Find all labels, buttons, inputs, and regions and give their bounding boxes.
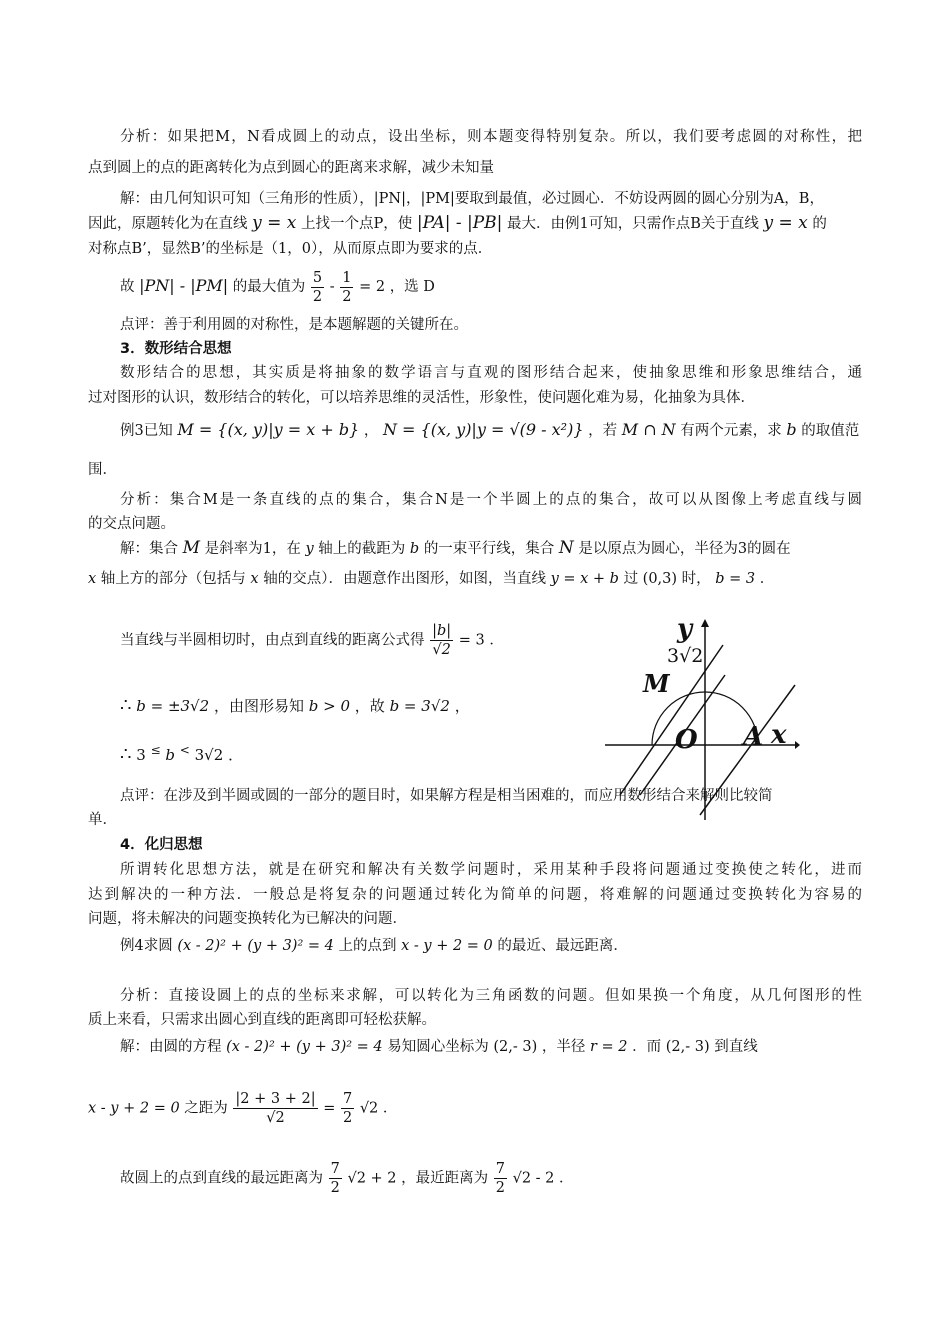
math-expression: (0,3) <box>642 571 678 587</box>
text-line: 单． <box>88 812 117 828</box>
math-expression: M ∩ N <box>621 420 676 439</box>
text-span: 之距为 <box>184 1100 228 1117</box>
therefore-symbol: ∴ <box>120 744 132 765</box>
text-span: ． <box>489 632 504 649</box>
text-span: 的取值范 <box>801 423 860 439</box>
text-span: 例4求圆 <box>120 938 173 954</box>
math-expression: y = x + b <box>550 571 619 587</box>
text-span: 最大．由例1可知，只需作点B关于直线 <box>507 216 759 232</box>
fraction-numerator: 7 <box>330 1161 340 1177</box>
fraction-numerator: 7 <box>342 1091 353 1107</box>
text-span: ，半径 <box>541 1039 586 1055</box>
text-span: 的最大值为 <box>232 279 306 295</box>
math-expression: x <box>250 571 259 587</box>
text-line <box>120 622 504 659</box>
fraction-denominator: 2 <box>495 1180 505 1196</box>
math-expression: - <box>329 279 340 295</box>
math-expression: x - y + 2 = 0 <box>401 938 493 954</box>
math-expression: x <box>88 571 97 587</box>
math-expression: y <box>305 541 314 557</box>
math-expression: < <box>179 743 190 757</box>
math-expression: b = 3√2 <box>389 697 450 715</box>
math-expression: b <box>786 420 797 439</box>
text-span: 上找一个点P，使 <box>300 216 413 232</box>
fraction-numerator: |b| <box>432 623 452 639</box>
text-span: 轴的交点）．由题意作出图形，如图，当直线 <box>263 571 546 587</box>
text-line <box>120 937 628 955</box>
figure-label-x: x <box>771 720 787 750</box>
math-expression: y = x <box>763 213 808 233</box>
fraction-denominator: 2 <box>342 1110 353 1126</box>
text-span: 有两个元素，求 <box>680 423 782 439</box>
therefore-symbol: ∴ <box>120 695 132 716</box>
fraction-numerator: 7 <box>495 1161 505 1177</box>
fraction <box>430 622 453 659</box>
text-span: ，选 D <box>389 279 435 295</box>
math-expression: y = x <box>252 213 297 233</box>
math-expression: b = ±3√2 <box>136 697 210 715</box>
text-line <box>120 1038 758 1056</box>
text-span: ． <box>228 746 244 764</box>
fraction <box>340 269 353 306</box>
text-span: 轴上的截距为 <box>318 541 406 557</box>
fraction-denominator: 2 <box>312 288 323 305</box>
text-line <box>120 1160 574 1197</box>
math-expression: b > 0 <box>308 697 350 715</box>
fraction-denominator: √2 <box>266 1110 285 1126</box>
math-expression: = <box>323 1100 336 1117</box>
figure-label-3sqrt2: 3√2 <box>667 645 704 667</box>
figure-label-A: A <box>743 722 764 752</box>
text-line <box>120 697 470 715</box>
fraction <box>494 1160 507 1197</box>
text-span: 例3已知 <box>120 423 173 439</box>
text-line <box>88 570 774 588</box>
math-expression: (x - 2)² + (y + 3)² = 4 <box>177 938 334 954</box>
text-line: 点到圆上的点的距离转化为点到圆心的距离来求解，减少未知量 <box>88 160 494 176</box>
text-line: 问题，将未解决的问题变换转化为已解决的问题． <box>88 911 407 927</box>
text-span: ．而 <box>632 1039 662 1055</box>
text-line <box>88 214 827 233</box>
text-span: 的一束平行线，集合 <box>423 541 555 557</box>
text-span: ， <box>363 423 379 439</box>
text-span: ，故 <box>354 697 385 715</box>
text-span: 因此，原题转化为在直线 <box>88 216 248 232</box>
fraction <box>329 1160 342 1197</box>
fraction-numerator: 5 <box>312 269 323 286</box>
section-heading: 4．化归思想 <box>120 837 203 853</box>
figure-label-M: M <box>643 669 670 698</box>
fraction-numerator: |2 + 3 + 2| <box>235 1091 316 1107</box>
text-line <box>88 1090 397 1127</box>
math-expression: 3 <box>136 746 146 764</box>
text-line: 围． <box>88 462 117 478</box>
math-expression: b <box>165 746 176 764</box>
math-expression: (2,- 3) <box>493 1039 538 1055</box>
text-line <box>120 268 435 306</box>
text-span: 解：集合 <box>120 541 178 557</box>
text-line: 点评：善于利用圆的对称性，是本题解题的关键所在。 <box>120 317 468 333</box>
text-line: 分析：集合M是一条直线的点的集合，集合N是一个半圆上的点的集合，故可以从图像上考虑直线与圆 <box>120 492 862 508</box>
text-line <box>120 741 243 764</box>
text-span: 是斜率为1，在 <box>204 541 301 557</box>
math-expression: b = 3 <box>715 571 756 587</box>
text-span: 故 <box>120 279 135 295</box>
text-line: 过对图形的认识，数形结合的转化，可以培养思维的灵活性，形象性，使问题化难为易，化抽象为具体． <box>88 390 755 406</box>
fraction <box>341 1090 354 1127</box>
math-expression: N <box>558 538 574 558</box>
math-expression: ≤ <box>150 743 161 757</box>
fraction-denominator: 2 <box>330 1180 340 1196</box>
text-span: 故圆上的点到直线的最远距离为 <box>120 1170 323 1187</box>
fraction-denominator: √2 <box>432 642 451 658</box>
math-expression: r = 2 <box>589 1039 628 1055</box>
text-span: 上的点到 <box>338 938 397 954</box>
math-expression: M = {(x, y)|y = x + b} <box>177 420 360 439</box>
text-span: ，由图形易知 <box>213 697 304 715</box>
math-expression: b <box>409 541 420 557</box>
text-line: 所谓转化思想方法，就是在研究和解决有关数学问题时，采用某种手段将问题通过变换使之转化，进而 <box>120 862 862 878</box>
fraction-numerator: 1 <box>342 269 352 286</box>
text-span: 易知圆心坐标为 <box>387 1039 489 1055</box>
text-line <box>120 421 859 440</box>
fraction <box>233 1090 317 1127</box>
math-expression: (2,- 3) <box>665 1039 710 1055</box>
math-expression: N = {(x, y)|y = √(9 - x²)} <box>382 420 584 439</box>
math-expression: 3√2 <box>194 746 224 764</box>
text-span: 解：由圆的方程 <box>120 1039 222 1055</box>
text-line: 分析：直接设圆上的点的坐标来求解，可以转化为三角函数的问题。但如果换一个角度，从几何图形的性 <box>120 988 862 1004</box>
text-span: ，若 <box>588 423 618 439</box>
text-span: 的最近、最远距离． <box>497 938 628 954</box>
x-axis-arrow <box>795 741 800 749</box>
text-span: ，最近距离为 <box>401 1170 489 1187</box>
text-line: 质上来看，只需求出圆心到直线的距离即可轻松获解。 <box>88 1012 436 1028</box>
fraction-denominator: 2 <box>342 288 352 305</box>
math-expression: x - y + 2 = 0 <box>88 1100 180 1117</box>
math-expression: √2 - 2 <box>512 1170 555 1187</box>
semicircle-lines-figure <box>605 615 800 820</box>
math-expression: |PA| - |PB| <box>416 213 503 233</box>
text-span: 当直线与半圆相切时，由点到直线的距离公式得 <box>120 632 425 649</box>
math-expression: √2 + 2 <box>347 1170 397 1187</box>
text-span: 的 <box>812 216 827 232</box>
text-line: 对称点B’，显然B’的坐标是（1，0），从而原点即为要求的点． <box>88 241 493 257</box>
fraction <box>311 269 324 306</box>
tangent-line <box>620 645 723 795</box>
text-span: 轴上方的部分（包括与 <box>100 571 246 587</box>
text-span: 过 <box>623 571 639 587</box>
text-span: 是以原点为圆心，半径为3的圆在 <box>578 541 791 557</box>
text-line <box>120 539 791 558</box>
figure-label-y: y <box>677 615 693 644</box>
text-span: 时， <box>681 571 711 587</box>
text-span: ， <box>454 697 470 715</box>
text-line: 达到解决的一种方法．一般总是将复杂的问题通过转化为简单的问题，将难解的问题通过变换转化为容易的 <box>88 887 862 903</box>
text-line: 解：由几何知识可知（三角形的性质），|PN|，|PM|要取到最值，必过圆心．不妨设两圆的圆心分别为A，B， <box>120 191 824 207</box>
text-line: 分析：如果把M，N看成圆上的动点，设出坐标，则本题变得特别复杂。所以，我们要考虑圆的对称性，把 <box>120 129 862 145</box>
section-heading: 3．数形结合思想 <box>120 341 232 357</box>
math-expression: (x - 2)² + (y + 3)² = 4 <box>226 1039 383 1055</box>
text-span: ． <box>559 1170 574 1187</box>
math-expression: √2 <box>359 1100 379 1117</box>
math-expression: |PN| - |PM| <box>139 276 229 295</box>
math-expression: M <box>182 538 201 558</box>
text-span: ． <box>382 1100 398 1117</box>
math-expression: = 2 <box>359 279 386 295</box>
text-line: 数形结合的思想，其实质是将抽象的数学语言与直观的图形结合起来，使抽象思维和形象思维结合，通 <box>120 365 862 381</box>
figure-label-O: O <box>675 725 698 755</box>
text-span: ． <box>759 571 775 587</box>
text-line: 点评：在涉及到半圆或圆的一部分的题目时，如果解方程是相当困难的，而应用数形结合来解则比较简 <box>120 788 773 804</box>
math-expression: = 3 <box>458 632 485 649</box>
text-span: 到直线 <box>714 1039 758 1055</box>
text-line: 的交点问题。 <box>88 516 175 532</box>
y-axis-arrow <box>701 619 709 627</box>
